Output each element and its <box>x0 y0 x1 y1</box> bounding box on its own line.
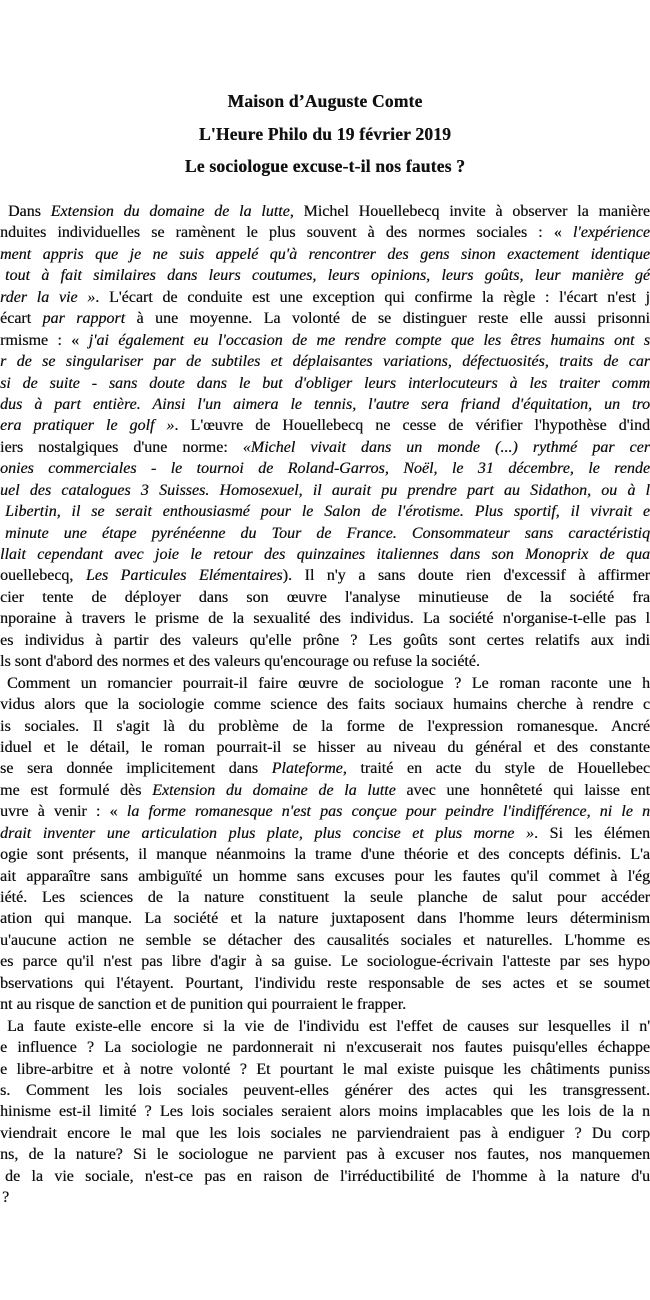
text-segment: s. Comment les lois sociales peuvent-elles générer des actes qui les transgressent. <box>0 1081 650 1099</box>
italic-text-segment: dus à part entière. Ainsi l'un aimera le tennis, l'autre sera friand d'équitation, un tro <box>0 395 650 413</box>
text-line <box>0 415 650 436</box>
text-line <box>0 716 650 737</box>
text-segment: ogie sont présents, il manque néanmoins la trame d'une théorie et des concepts définis. L'a <box>0 846 650 864</box>
text-segment: avec une honnêteté qui laisse ent <box>395 781 650 799</box>
text-line <box>0 973 650 994</box>
text-segment: hinisme est-il limité ? Les lois sociales seraient alors moins implacables que les lois de la n <box>0 1103 650 1121</box>
text-line <box>0 308 650 329</box>
text-segment: ns, de la nature? Si le sociologue ne parvient pas à excuser nos fautes, nos manquemen <box>0 1146 650 1164</box>
text-line <box>0 930 650 951</box>
text-line <box>0 244 650 265</box>
text-segment: . L'œuvre de Houellebecq ne cesse de vérifier l'hypothèse d'ind <box>174 417 650 435</box>
text-line <box>0 501 650 522</box>
text-segment: uvre à venir : « <box>0 803 127 821</box>
text-line <box>0 1037 650 1058</box>
italic-text-segment: Plateforme <box>271 760 343 778</box>
text-segment: . Si les élémen <box>533 824 650 842</box>
text-line <box>0 951 650 972</box>
text-line <box>0 1059 650 1080</box>
italic-text-segment: Les Particules Elémentaires <box>85 567 283 585</box>
text-segment: cier tente de déployer dans son œuvre l'analyse minutieuse de la société fra <box>0 588 650 606</box>
text-line <box>0 565 650 586</box>
text-line <box>0 887 650 908</box>
text-line <box>0 330 650 351</box>
text-line <box>0 1187 650 1208</box>
text-line <box>0 1016 650 1037</box>
text-segment: me est formulé dès <box>0 781 153 799</box>
text-segment: viendrait encore le mal que les lois sociales ne parviendraient pas à endiguer ? Du corp <box>0 1124 650 1142</box>
text-line <box>0 630 650 651</box>
text-line <box>0 523 650 544</box>
italic-text-segment: ment appris que je ne suis appelé qu'à rencontrer des gens sinon exactement identique <box>0 245 650 263</box>
text-segment: se sera donnée implicitement dans <box>0 760 272 778</box>
italic-text-segment: rder la vie » <box>0 288 96 306</box>
text-line <box>0 265 650 286</box>
document-title <box>0 85 650 183</box>
text-line <box>0 351 650 372</box>
title-line-1: Maison d’Auguste Comte <box>227 91 423 111</box>
italic-text-segment: Libertin, il se serait enthousiasmé pour le Salon de l'érotisme. Plus sportif, il vivrait e <box>5 503 650 521</box>
text-segment: ait apparaître sans ambiguïté un homme sans excuses pour les fautes qu'il commet à l'ég <box>0 867 650 885</box>
text-segment: iers nostalgiques d'une norme: <box>0 438 243 456</box>
text-line <box>0 1101 650 1122</box>
text-line <box>0 373 650 394</box>
text-line <box>0 1166 650 1187</box>
text-segment: La faute existe-elle encore si la vie de l'individu est l'effet de causes sur lesquelles il n' <box>7 1017 650 1035</box>
text-segment: bservations qui l'étayent. Pourtant, l'individu reste responsable de ses actes et se soumet <box>0 974 650 992</box>
italic-text-segment: onies commerciales - le tournoi de Roland-Garros, Noël, le 31 décembre, le rende <box>0 460 650 478</box>
italic-text-segment: par rapport <box>42 310 126 328</box>
text-segment: es individus à partir des valeurs qu'elle prône ? Les goûts sont certes relatifs aux indi <box>0 631 650 649</box>
text-segment: ). Il n'y a sans doute rien d'excessif à affirmer <box>282 567 650 585</box>
italic-text-segment: r de se singulariser par de subtiles et déplaisantes variations, défectuosités, traits de car <box>0 353 650 371</box>
italic-text-segment: llait cependant avec joie le retour des quinzaines italiennes dans son Monoprix de qua <box>0 546 650 563</box>
text-line <box>0 608 650 629</box>
text-segment: Dans <box>8 203 51 220</box>
text-line <box>0 866 650 887</box>
text-segment: iété. Les sciences de la nature constituent la seule planche de salut pour accéder <box>0 889 650 906</box>
text-line <box>0 544 650 565</box>
text-line <box>0 1123 650 1144</box>
text-segment: ation qui manque. La société et la nature juxtaposent dans l'homme leurs déterminism <box>0 910 650 928</box>
text-segment: de la vie sociale, n'est-ce pas en raison de l'irréductibilité de l'homme à la nature d'u <box>5 1167 650 1185</box>
italic-text-segment: «Michel vivait dans un monde (...) rythmé par cer <box>242 438 650 456</box>
text-segment: e influence ? La sociologie ne pardonnerait ni n'excuserait nos fautes puisqu'elles échappe <box>0 1039 650 1057</box>
text-line <box>0 480 650 501</box>
italic-text-segment: era pratiquer le golf » <box>0 417 175 435</box>
italic-text-segment: l'expérience <box>572 224 650 242</box>
text-segment: nduites individuelles se ramènent le plus souvent à des normes sociales : « <box>0 224 573 242</box>
text-line <box>0 651 650 672</box>
text-segment: ? <box>2 1189 10 1207</box>
text-segment: iduel et le détail, le roman pourrait-il se hisser au niveau du général et des constante <box>0 738 650 756</box>
text-line <box>0 694 650 715</box>
text-segment: ouellebecq, <box>0 567 86 585</box>
document-body <box>0 201 650 1209</box>
text-line <box>0 780 650 801</box>
text-segment: à une moyenne. La volonté de se distinguer reste elle aussi prisonni <box>125 310 650 328</box>
text-line <box>0 287 650 308</box>
italic-text-segment: la forme romanesque n'est pas conçue pour peindre l'indifférence, ni le n <box>126 803 650 821</box>
text-segment: écart <box>0 310 43 328</box>
text-segment: vidus alors que la sociologie comme science des faits sociaux humains cherche à rendre c <box>0 696 650 714</box>
text-line <box>0 844 650 865</box>
text-line <box>0 394 650 415</box>
text-segment: is sociales. Il s'agit là du problème de la forme de l'expression romanesque. Ancré <box>0 717 650 735</box>
italic-text-segment: Extension du domaine de la lutte <box>50 203 290 220</box>
text-line <box>0 801 650 822</box>
italic-text-segment: si de suite - sans doute dans le but d'obliger leurs interlocuteurs à les traiter comm <box>0 374 650 392</box>
title-line-2: L'Heure Philo du 19 février 2019 <box>198 123 452 144</box>
text-segment: nt au risque de sanction et de punition qui pourraient le frapper. <box>0 996 407 1014</box>
text-line <box>0 437 650 458</box>
text-segment: e libre-arbitre et à notre volonté ? Et pourtant le mal existe puisque les châtiments puniss <box>0 1060 650 1078</box>
text-line <box>0 823 650 844</box>
title-line-3: Le sociologue excuse-t-il nos fautes ? <box>184 156 466 176</box>
italic-text-segment: Extension du domaine de la lutte <box>152 781 396 799</box>
text-line <box>0 1144 650 1165</box>
text-line <box>0 737 650 758</box>
text-line <box>0 758 650 779</box>
text-line <box>0 587 650 608</box>
text-line <box>0 222 650 243</box>
text-line <box>0 458 650 479</box>
text-line <box>0 201 650 222</box>
text-segment: , traité en acte du style de Houellebec <box>342 760 650 778</box>
text-segment: Comment un romancier pourrait-il faire œuvre de sociologue ? Le roman raconte une h <box>7 674 650 692</box>
text-line <box>0 1080 650 1101</box>
italic-text-segment: j'ai également eu l'occasion de me rendre compte que les êtres humains ont s <box>88 331 650 349</box>
text-line <box>0 908 650 929</box>
italic-text-segment: uel des catalogues 3 Suisses. Homosexuel, il aurait pu prendre part au Sidathon, ou à l <box>0 481 650 499</box>
text-line <box>0 994 650 1015</box>
text-segment: es parce qu'il n'est pas libre d'agir à sa guise. Le sociologue-écrivain l'atteste par ses hypo <box>0 953 650 971</box>
text-segment: , Michel Houellebecq invite à observer la manière <box>289 203 650 220</box>
text-segment: ls sont d'abord des normes et des valeurs qu'encourage ou refuse la société. <box>0 653 480 671</box>
text-segment: u'aucune action ne semble se détacher des causalités sociales et naturelles. L'homme es <box>0 931 650 949</box>
italic-text-segment: minute une étape pyrénéenne du Tour de France. Consommateur sans caractéristiq <box>5 524 650 542</box>
italic-text-segment: tout à fait similaires dans leurs coutumes, leurs opinions, leurs goûts, leur manière gé <box>5 267 650 285</box>
text-segment: . L'écart de conduite est une exception qui confirme la règle : l'écart n'est j <box>95 288 650 306</box>
text-segment: rmisme : « <box>0 331 89 349</box>
italic-text-segment: drait inventer une articulation plus plate, plus concise et plus morne » <box>0 824 534 842</box>
text-segment: nporaine à travers le prisme de la sexualité des individus. La société n'organise-t-elle pas l <box>0 610 650 628</box>
text-line <box>0 673 650 694</box>
